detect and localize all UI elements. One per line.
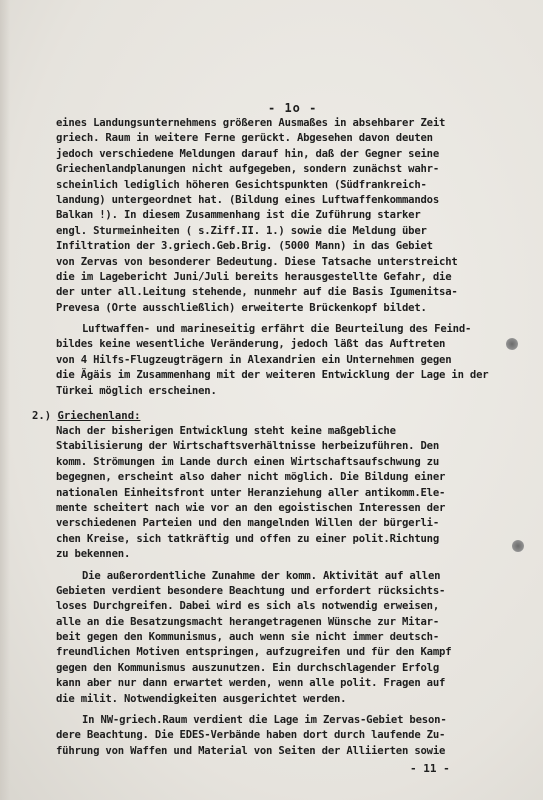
paragraph-economic-situation [56, 424, 514, 563]
punch-hole-mark [506, 338, 518, 350]
text-line: die Ägäis im Zusammenhang mit der weiteren Entwicklung der Lage in der [56, 369, 489, 382]
paragraph-nw-greece [56, 713, 514, 759]
text-line: engl. Sturmeinheiten ( s.Ziff.II. 1.) sowie die Meldung über [56, 224, 427, 237]
text-line: Luftwaffen- und marineseitig erfährt die Beurteilung des Feind- [82, 323, 472, 336]
text-line: Prevesa (Orte ausschließlich) erweiterte Brückenkopf bildet. [56, 301, 427, 314]
text-line: mente scheitert nach wie vor an den egoistischen Interessen der [56, 501, 446, 514]
text-line: freundlichen Motiven entspringen, aufzugreifen und für den Kampf [56, 646, 452, 659]
text-line: komm. Strömungen im Lande durch einen Wirtschaftsaufschwung zu [56, 455, 440, 468]
text-line: der unter all.Leitung stehende, nunmehr auf die Basis Igumenitsa- [56, 286, 458, 299]
next-page-number: - 11 - [410, 762, 450, 775]
paragraph-landing-operations [56, 116, 514, 316]
text-line: begegnen, erscheint also daher nicht möglich. Die Bildung einer [56, 471, 446, 484]
text-line: nationalen Einheitsfront unter Heranziehung aller antikomm.Ele- [56, 486, 446, 499]
text-line: Gebieten verdient besondere Beachtung und erfordert rücksichts- [56, 584, 446, 597]
text-line: führung von Waffen und Material von Seiten der Alliierten sowie [56, 744, 446, 757]
text-line: Balkan !). In diesem Zusammenhang ist die Zuführung starker [56, 209, 421, 222]
text-line: Stabilisierung der Wirtschaftsverhältnisse herbeizuführen. Den [56, 440, 440, 453]
text-line: alle an die Besatzungsmacht herangetragenen Wünsche zur Mitar- [56, 615, 440, 628]
page-edge-shadow [0, 0, 10, 800]
section-heading-greece [32, 410, 140, 422]
text-line: Nach der bisherigen Entwicklung steht keine maßgebliche [56, 425, 396, 437]
text-line: landung) untergeordnet hat. (Bildung eines Luftwaffenkommandos [56, 193, 440, 206]
section-number: 2.) [32, 410, 52, 422]
text-line: Türkei möglich erscheinen. [56, 384, 217, 397]
text-line: zu bekennen. [56, 548, 131, 561]
text-line: kann aber nur dann erwartet werden, wenn alle polit. Fragen auf [56, 677, 446, 690]
punch-hole-mark [512, 540, 524, 552]
text-line: eines Landungsunternehmens größeren Ausmaßes in absehbarer Zeit [56, 117, 446, 129]
text-line: scheinlich lediglich höheren Gesichtspunkten (Südfrankreich- [56, 178, 427, 191]
paragraph-air-naval-assessment [56, 322, 514, 399]
text-line: von 4 Hilfs-Flugzeugträgern in Alexandrien ein Unternehmen gegen [56, 353, 452, 366]
text-line: die im Lagebericht Juni/Juli bereits herausgestellte Gefahr, die [56, 270, 452, 283]
text-line: von Zervas von besonderer Bedeutung. Diese Tatsache unterstreicht [56, 255, 458, 268]
text-line: die milit. Notwendigkeiten ausgerichtet werden. [56, 692, 347, 705]
text-line: Die außerordentliche Zunahme der komm. Aktivität auf allen [82, 569, 441, 582]
text-line: jedoch verschiedene Meldungen darauf hin, daß der Gegner seine [56, 147, 440, 160]
section-title: Griechenland: [57, 410, 141, 422]
text-line: bildes keine wesentliche Veränderung, jedoch läßt das Auftreten [56, 338, 446, 351]
text-line: chen Kreise, sich tatkräftig und offen zu einer polit.Richtung [56, 532, 440, 545]
text-line: dere Beachtung. Die EDES-Verbände haben dort durch laufende Zu- [56, 729, 446, 742]
text-line: griech. Raum in weitere Ferne gerückt. Abgesehen davon deuten [56, 132, 433, 145]
paragraph-communist-activity [56, 569, 514, 708]
text-line: loses Durchgreifen. Dabei wird es sich als notwendig erweisen, [56, 600, 440, 613]
page-number: - 1o - [268, 101, 318, 115]
text-line: Griechenlandplanungen nicht aufgegeben, sondern zunächst wahr- [56, 163, 440, 176]
text-line: beit gegen den Kommunismus, auch wenn sie nicht immer deutsch- [56, 631, 440, 644]
greece-body-text [56, 424, 514, 759]
text-line: gegen den Kommunismus auszunutzen. Ein durchschlagender Erfolg [56, 661, 440, 674]
main-body-text [56, 116, 514, 399]
text-line: Infiltration der 3.griech.Geb.Brig. (5000 Mann) in das Gebiet [56, 240, 433, 253]
text-line: verschiedenen Parteien und den mangelnden Willen der bürgerli- [56, 517, 440, 530]
text-line: In NW-griech.Raum verdient die Lage im Zervas-Gebiet beson- [82, 714, 447, 727]
